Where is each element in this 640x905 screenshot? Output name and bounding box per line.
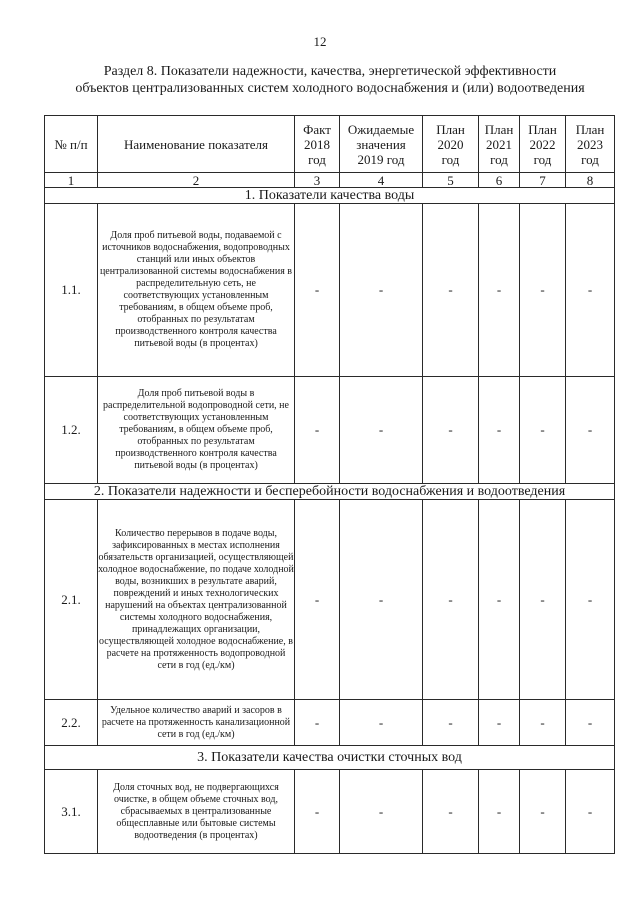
header-plan-2023 xyxy=(566,116,615,173)
indicator-name: Удельное количество аварий и засоров в расчете на протяженность канализационной сети в год (ед./км) xyxy=(98,700,295,746)
table-row xyxy=(45,770,615,854)
column-number: 7 xyxy=(520,173,566,188)
header-text: Ожидаемые xyxy=(347,121,415,137)
value-cell: - xyxy=(340,377,423,484)
header-text: 2023 xyxy=(577,136,603,152)
indicator-name: Количество перерывов в подаче воды, зафиксированных в местах исполнения обязательств организацией, осуществляющей холодное водоснабжение, по подаче холодной воды, возникших в результате аварий, повреждений и иных технологических нарушений на объектах централизованной системы холодного водоснабжения, принадлежащих организации, осуществляющей холодное водоснабжение, в расчете на протяженность водопроводной сети в год (ед./км) xyxy=(98,500,295,700)
column-number: 8 xyxy=(566,173,615,188)
header-text: год xyxy=(441,151,460,167)
value-cell: - xyxy=(520,377,566,484)
value-cell: - xyxy=(295,700,340,746)
header-text: значения xyxy=(356,136,406,152)
value-cell: - xyxy=(566,700,615,746)
value-cell: - xyxy=(566,204,615,377)
header-text: 2018 xyxy=(304,136,330,152)
header-num: № п/п xyxy=(45,116,98,173)
page-number: 12 xyxy=(313,34,327,49)
title-line-2: объектов централизованных систем холодного водоснабжения и (или) водоотведения xyxy=(75,81,585,96)
section-title-3: 3. Показатели качества очистки сточных вод xyxy=(45,746,615,770)
value-cell: - xyxy=(340,500,423,700)
value-cell: - xyxy=(340,770,423,854)
section-header-row xyxy=(45,746,615,770)
value-cell: - xyxy=(340,204,423,377)
header-text: План xyxy=(484,121,514,137)
table-row xyxy=(45,204,615,377)
indicators-table xyxy=(44,115,615,854)
table-row xyxy=(45,500,615,700)
indicator-name: Доля сточных вод, не подвергающихся очистке, в общем объеме сточных вод, сбрасываемых в централизованные общесплавные или бытовые системы водоотведения (в процентах) xyxy=(98,770,295,854)
header-plan-2020 xyxy=(423,116,479,173)
header-text: год xyxy=(490,151,508,167)
header-text: 2019 год xyxy=(357,151,405,167)
header-text: 2022 xyxy=(529,136,556,152)
table-row xyxy=(45,700,615,746)
value-cell: - xyxy=(340,700,423,746)
header-text: План xyxy=(436,121,465,137)
value-cell: - xyxy=(479,204,520,377)
section-title xyxy=(40,63,620,97)
section-header-row xyxy=(45,188,615,204)
value-cell: - xyxy=(423,377,479,484)
value-cell: - xyxy=(566,500,615,700)
section-header-row xyxy=(45,484,615,500)
row-number: 1.2. xyxy=(45,377,98,484)
value-cell: - xyxy=(295,770,340,854)
header-text: год xyxy=(581,151,599,167)
header-fact-2018 xyxy=(295,116,340,173)
value-cell: - xyxy=(479,700,520,746)
column-number: 1 xyxy=(45,173,98,188)
value-cell: - xyxy=(520,700,566,746)
header-text: Факт xyxy=(303,121,331,137)
header-plan-2022 xyxy=(520,116,566,173)
column-number: 3 xyxy=(295,173,340,188)
value-cell: - xyxy=(295,377,340,484)
value-cell: - xyxy=(520,500,566,700)
value-cell: - xyxy=(295,500,340,700)
header-text: год xyxy=(308,151,326,167)
row-number: 2.2. xyxy=(45,700,98,746)
header-text: 2020 xyxy=(437,136,464,152)
section-title-1: 1. Показатели качества воды xyxy=(45,188,615,204)
header-plan-2021 xyxy=(479,116,520,173)
title-line-1: Раздел 8. Показатели надежности, качества, энергетической эффективности xyxy=(103,64,557,79)
value-cell: - xyxy=(520,770,566,854)
value-cell: - xyxy=(295,204,340,377)
row-number: 3.1. xyxy=(45,770,98,854)
value-cell: - xyxy=(479,770,520,854)
column-number-row xyxy=(45,173,615,188)
value-cell: - xyxy=(520,204,566,377)
column-number: 5 xyxy=(423,173,479,188)
header-text: План xyxy=(528,121,557,137)
value-cell: - xyxy=(423,500,479,700)
section-title-2: 2. Показатели надежности и бесперебойности водоснабжения и водоотведения xyxy=(45,484,615,500)
row-number: 1.1. xyxy=(45,204,98,377)
value-cell: - xyxy=(423,770,479,854)
column-number: 4 xyxy=(340,173,423,188)
value-cell: - xyxy=(479,377,520,484)
indicator-name: Доля проб питьевой воды, подаваемой с источников водоснабжения, водопроводных станций или иных объектов централизованной системы водоснабжения в распределительную сеть, не соответствующих установленным требованиям, в общем объеме проб, отобранных по результатам производственного контроля качества питьевой воды (в процентах) xyxy=(98,204,295,377)
row-number: 2.1. xyxy=(45,500,98,700)
value-cell: - xyxy=(566,770,615,854)
header-name: Наименование показателя xyxy=(98,116,295,173)
column-number: 6 xyxy=(479,173,520,188)
table-row xyxy=(45,377,615,484)
header-text: 2021 xyxy=(486,136,512,152)
header-expected-2019 xyxy=(340,116,423,173)
value-cell: - xyxy=(423,700,479,746)
column-number: 2 xyxy=(98,173,295,188)
indicator-name: Доля проб питьевой воды в распределительной водопроводной сети, не соответствующих установленным требованиям, в общем объеме проб, отобранных по результатам производственного контроля качества питьевой воды (в процентах) xyxy=(98,377,295,484)
value-cell: - xyxy=(479,500,520,700)
value-cell: - xyxy=(423,204,479,377)
value-cell: - xyxy=(566,377,615,484)
header-text: План xyxy=(575,121,605,137)
header-row xyxy=(45,116,615,173)
header-text: год xyxy=(533,151,552,167)
